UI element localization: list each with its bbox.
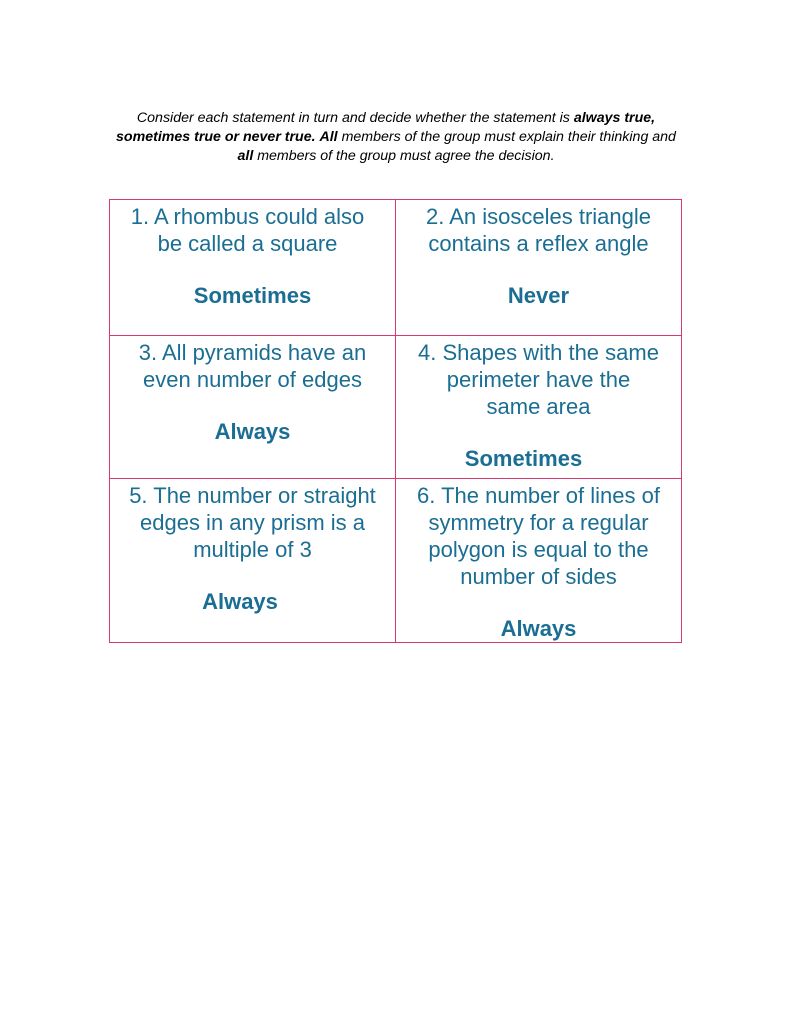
card-4-answer: Sometimes bbox=[464, 446, 583, 471]
table-row bbox=[110, 200, 682, 336]
card-1-answer: Sometimes bbox=[193, 283, 312, 308]
table-row bbox=[110, 479, 682, 643]
table-row bbox=[110, 336, 682, 479]
card-2-answer: Never bbox=[507, 283, 570, 308]
card-6-answer: Always bbox=[500, 616, 577, 641]
card-3-answer: Always bbox=[214, 419, 291, 444]
instructions-text-3: members of the group must explain their thinking and bbox=[337, 129, 676, 145]
card-5-statement: 5. The number or straight edges in any prism is a multiple of 3 bbox=[129, 483, 376, 562]
card-1 bbox=[110, 200, 396, 336]
statement-cards-table bbox=[109, 199, 682, 643]
instructions-text-1: Consider each statement in turn and decide whether the statement is bbox=[136, 110, 574, 126]
card-1-statement: 1. A rhombus could also be called a square bbox=[130, 204, 365, 256]
instructions-bold-2: All bbox=[319, 129, 338, 145]
instructions-bold-1: always true, sometimes true or never true. bbox=[116, 110, 656, 145]
card-3-statement: 3. All pyramids have an even number of edges bbox=[138, 340, 367, 392]
instructions-bold-3: all bbox=[237, 148, 254, 164]
card-5-answer: Always bbox=[202, 589, 278, 614]
card-6 bbox=[396, 479, 682, 643]
card-4 bbox=[396, 336, 682, 479]
instructions-paragraph bbox=[110, 109, 682, 166]
card-6-statement: 6. The number of lines of symmetry for a regular polygon is equal to the number of sides bbox=[417, 483, 660, 589]
card-5 bbox=[110, 479, 396, 643]
card-2 bbox=[396, 200, 682, 336]
instructions-text-4: members of the group must agree the decision. bbox=[253, 148, 555, 164]
card-4-statement: 4. Shapes with the same perimeter have the same area bbox=[418, 340, 659, 419]
card-2-statement: 2. An isosceles triangle contains a reflex angle bbox=[425, 204, 652, 256]
card-3 bbox=[110, 336, 396, 479]
